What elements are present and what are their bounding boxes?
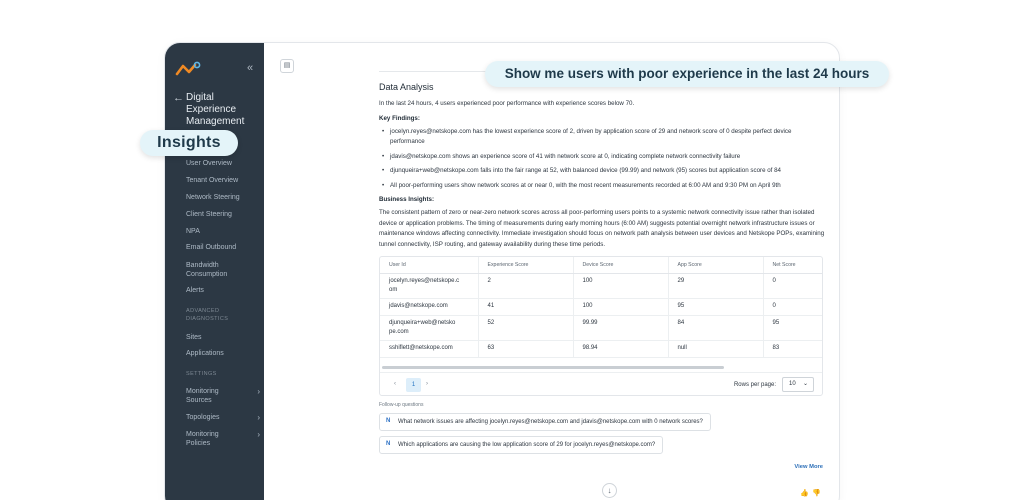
table-cell: 0: [763, 298, 822, 315]
settings-heading: SETTINGS: [186, 371, 217, 377]
table-cell: 95: [763, 315, 822, 340]
table-cell: djunqueira+web@netsko pe.com: [380, 315, 478, 340]
analysis-content: [379, 71, 825, 454]
followup-question-button[interactable]: [379, 436, 663, 454]
back-arrow-icon[interactable]: ←: [173, 92, 184, 104]
sidebar-item-label: Monitoring Sources: [186, 388, 219, 404]
table-cell: 99.99: [573, 315, 668, 340]
table-cell: 52: [478, 315, 573, 340]
column-header-user-id[interactable]: User Id: [380, 257, 478, 273]
list-item: • All poor-performing users show network scores at or near 0, with the most recent measurements recorded at 6:00 AM and 9:30 PM on April 9th: [379, 181, 825, 192]
rows-per-page-label: Rows per page:: [733, 382, 776, 388]
sidebar-item-monitoring-policies[interactable]: [186, 430, 258, 448]
thumbs-down-icon[interactable]: 👎: [812, 490, 821, 497]
sidebar-item-network-steering[interactable]: Network Steering: [186, 194, 240, 201]
table-cell: jocelyn.reyes@netskope.c om: [380, 273, 478, 298]
rows-per-page-value: 10: [789, 381, 796, 387]
main-panel: [264, 43, 839, 500]
column-header-device-score[interactable]: Device Score: [573, 257, 668, 273]
table-row: [380, 315, 822, 340]
followup-question-text: What network issues are affecting jocelyn.reyes@netskope.com and jdavis@netskope.com with 0 network scores?: [398, 419, 703, 425]
chevron-right-icon: ›: [257, 413, 260, 422]
netskope-n-icon: N: [386, 418, 391, 424]
netskope-logo-icon: [175, 61, 201, 77]
chevron-right-icon[interactable]: ›: [426, 381, 428, 387]
table-cell: 83: [763, 340, 822, 357]
business-insights-label: Business Insights:: [379, 196, 435, 203]
sidebar-item-email-outbound[interactable]: Email Outbound: [186, 244, 237, 251]
netskope-n-icon: N: [386, 441, 391, 447]
followup-question-text: Which applications are causing the low application score of 29 for jocelyn.reyes@netskope.com?: [398, 442, 656, 448]
scroll-down-icon[interactable]: ↓: [602, 483, 617, 498]
chevron-right-icon: ›: [257, 430, 260, 439]
sidebar-item-npa[interactable]: NPA: [186, 228, 200, 235]
advanced-diagnostics-heading: ADVANCED DIAGNOSTICS: [186, 308, 229, 322]
sidebar-item-sites[interactable]: Sites: [186, 334, 202, 341]
table-cell: jdavis@netskope.com: [380, 298, 478, 315]
rows-per-page-select[interactable]: [782, 377, 814, 392]
list-item: • jdavis@netskope.com shows an experience score of 41 with network score at 0, indicating complete network connectivity failure: [379, 152, 825, 163]
chevron-right-icon: ›: [257, 387, 260, 396]
insights-pill: Insights: [140, 130, 238, 156]
table-row: [380, 340, 822, 357]
column-header-experience-score[interactable]: Experience Score: [478, 257, 573, 273]
table-cell: 95: [668, 298, 763, 315]
sidebar-item-alerts[interactable]: Alerts: [186, 287, 204, 294]
analysis-summary: In the last 24 hours, 4 users experienced poor performance with experience scores below 70.: [379, 100, 635, 107]
sidebar-item-label: Topologies: [186, 414, 220, 421]
followup-question-button[interactable]: [379, 413, 711, 431]
thumbs-up-icon[interactable]: 👍: [800, 490, 809, 497]
sidebar-item-user-overview[interactable]: User Overview: [186, 160, 232, 167]
sidebar-item-tenant-overview[interactable]: Tenant Overview: [186, 177, 239, 184]
results-table: [379, 256, 823, 396]
sidebar: [165, 43, 264, 500]
panel-toggle-icon[interactable]: ▤: [280, 59, 294, 73]
table-cell: 84: [668, 315, 763, 340]
table-cell: 100: [573, 298, 668, 315]
sidebar-item-topologies[interactable]: [186, 413, 258, 422]
list-item: • djunqueira+web@netskope.com falls into the fair range at 52, with balanced device (99.99) and network (95) scores but application score of 84: [379, 166, 825, 177]
sidebar-item-monitoring-sources[interactable]: [186, 387, 258, 405]
view-more-link[interactable]: View More: [794, 464, 823, 470]
app-window: [164, 42, 840, 500]
horizontal-scrollbar[interactable]: [382, 366, 724, 369]
chevron-down-icon: ⌄: [802, 381, 808, 387]
findings-list: [379, 127, 825, 192]
table-cell: 100: [573, 273, 668, 298]
sidebar-item-client-steering[interactable]: Client Steering: [186, 211, 232, 218]
table-cell: 63: [478, 340, 573, 357]
chevron-left-icon[interactable]: ‹: [394, 381, 396, 387]
table-cell: null: [668, 340, 763, 357]
table-cell: 29: [668, 273, 763, 298]
sidebar-item-label: Monitoring Policies: [186, 431, 219, 447]
table-cell: 98.94: [573, 340, 668, 357]
table-cell: sshiflett@netskope.com: [380, 340, 478, 357]
business-insights-text: The consistent pattern of zero or near-zero network scores across all poor-performing users points to a systemic network connectivity issue rather than isolated device or application problems. The timing of measurements during early morning hours (6:00 AM) suggests potential overnight network infrastructure issues or maintenance windows affecting connectivity. Immediate investigation should focus on network path analysis between user devices and Netskope POPs, examining tunnel connectivity, ISP routing, and gateway availability during these time periods.: [379, 209, 825, 248]
table-row: [380, 273, 822, 298]
sidebar-item-applications[interactable]: Applications: [186, 350, 224, 357]
page-number-button[interactable]: 1: [406, 378, 421, 392]
key-findings-label: Key Findings:: [379, 114, 420, 122]
followup-label: Follow-up questions: [379, 402, 424, 408]
collapse-sidebar-icon[interactable]: «: [247, 62, 254, 74]
list-item: • jocelyn.reyes@netskope.com has the lowest experience score of 2, driven by application score of 29 and network score of 0 despite perfect device performance: [379, 127, 825, 148]
table-row: [380, 298, 822, 315]
analysis-title: Data Analysis: [379, 82, 434, 92]
column-header-net-score[interactable]: Net Score: [763, 257, 822, 273]
table-cell: 2: [478, 273, 573, 298]
column-header-app-score[interactable]: App Score: [668, 257, 763, 273]
sidebar-item-bandwidth-consumption[interactable]: Bandwidth Consumption: [186, 262, 228, 278]
query-pill: Show me users with poor experience in the last 24 hours: [485, 61, 889, 87]
table-header-row: [380, 257, 822, 273]
table-cell: 41: [478, 298, 573, 315]
table-cell: 0: [763, 273, 822, 298]
pagination: [380, 372, 822, 397]
section-title: Digital Experience Management: [186, 92, 245, 127]
